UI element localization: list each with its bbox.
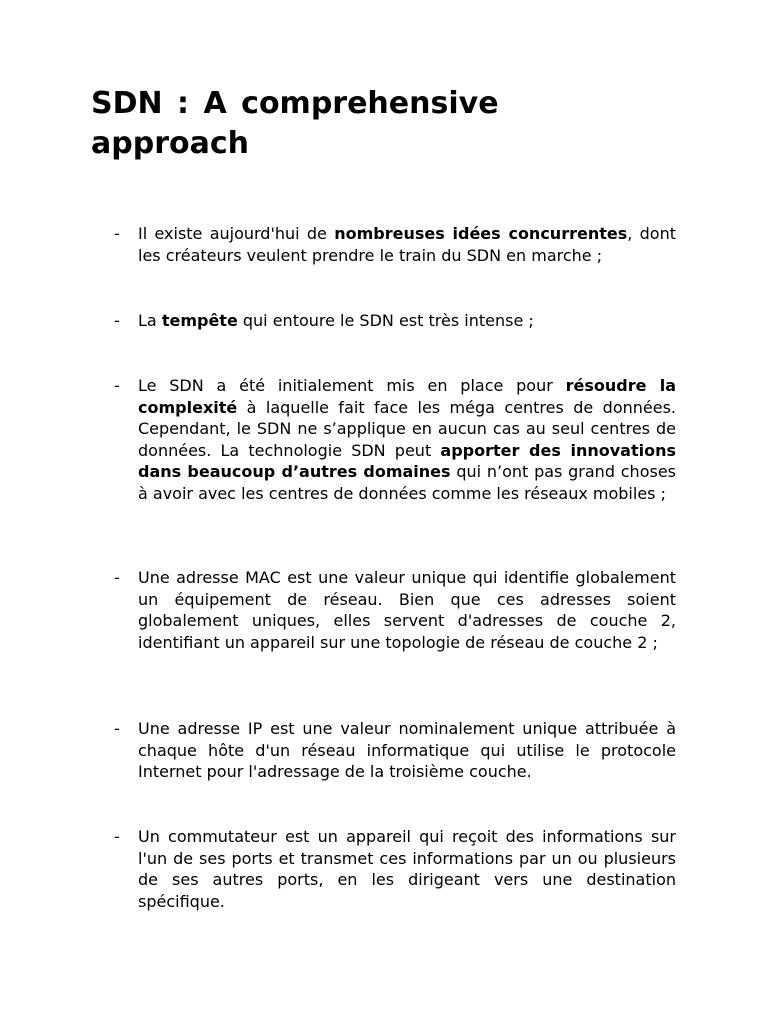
- bullet-text: Une adresse IP est une valeur nominalement unique attribuée à chaque hôte d'un réseau informatique qui utilise le protocole Internet pour l'adressage de la troisième couche.: [138, 719, 676, 781]
- bullet-dash: -: [114, 311, 120, 330]
- bullet-text: Un commutateur est un appareil qui reçoit des informations sur l'un de ses ports et transmet ces informations par un ou plusieurs de ses autres ports, en les dirigeant vers une destination spécifique.: [138, 827, 676, 911]
- text-run: La: [138, 311, 162, 330]
- text-run: qui n’ont pas grand choses à avoir avec les centres de données comme les réseaux mobiles ;: [138, 462, 676, 503]
- bullet-dash: -: [114, 568, 120, 587]
- bullet-text: [138, 223, 676, 266]
- bullet-text: Une adresse MAC est une valeur unique qui identifie globalement un équipement de réseau. Bien que ces adresses soient globalement uniques, elles servent d'adresses de couche 2, identifiant un appareil sur une topologie de réseau de couche 2 ;: [138, 568, 676, 652]
- bold-emphasis: apporter des innovations dans beaucoup d’autres domaines: [138, 440, 677, 481]
- text-run: qui entoure le SDN est très intense ;: [237, 311, 534, 330]
- text-run: , dont les créateurs veulent prendre le train du SDN en marche ;: [138, 224, 676, 265]
- bullet-text: [138, 310, 676, 332]
- bullet-dash: -: [114, 719, 120, 738]
- bold-emphasis: tempête: [161, 311, 238, 330]
- bold-emphasis: résoudre la complexité: [138, 376, 676, 417]
- text-run: Il existe aujourd'hui de: [138, 224, 335, 243]
- bold-emphasis: nombreuses idées concurrentes: [334, 224, 628, 243]
- bullet-dash: -: [114, 827, 120, 846]
- bullet-text: [138, 375, 676, 504]
- document-title: [91, 84, 676, 164]
- text-run: à laquelle fait face les méga centres de données. Cependant, le SDN ne s’applique en aucun cas au seul centres de données. La technologie SDN peut: [138, 397, 676, 460]
- text-run: Le SDN a été initialement mis en place pour: [138, 376, 566, 395]
- bullet-dash: -: [114, 376, 120, 395]
- title-line-2: approach: [91, 126, 249, 161]
- title-line-1: SDN : A comprehensive: [91, 86, 499, 121]
- bullet-dash: -: [114, 224, 120, 243]
